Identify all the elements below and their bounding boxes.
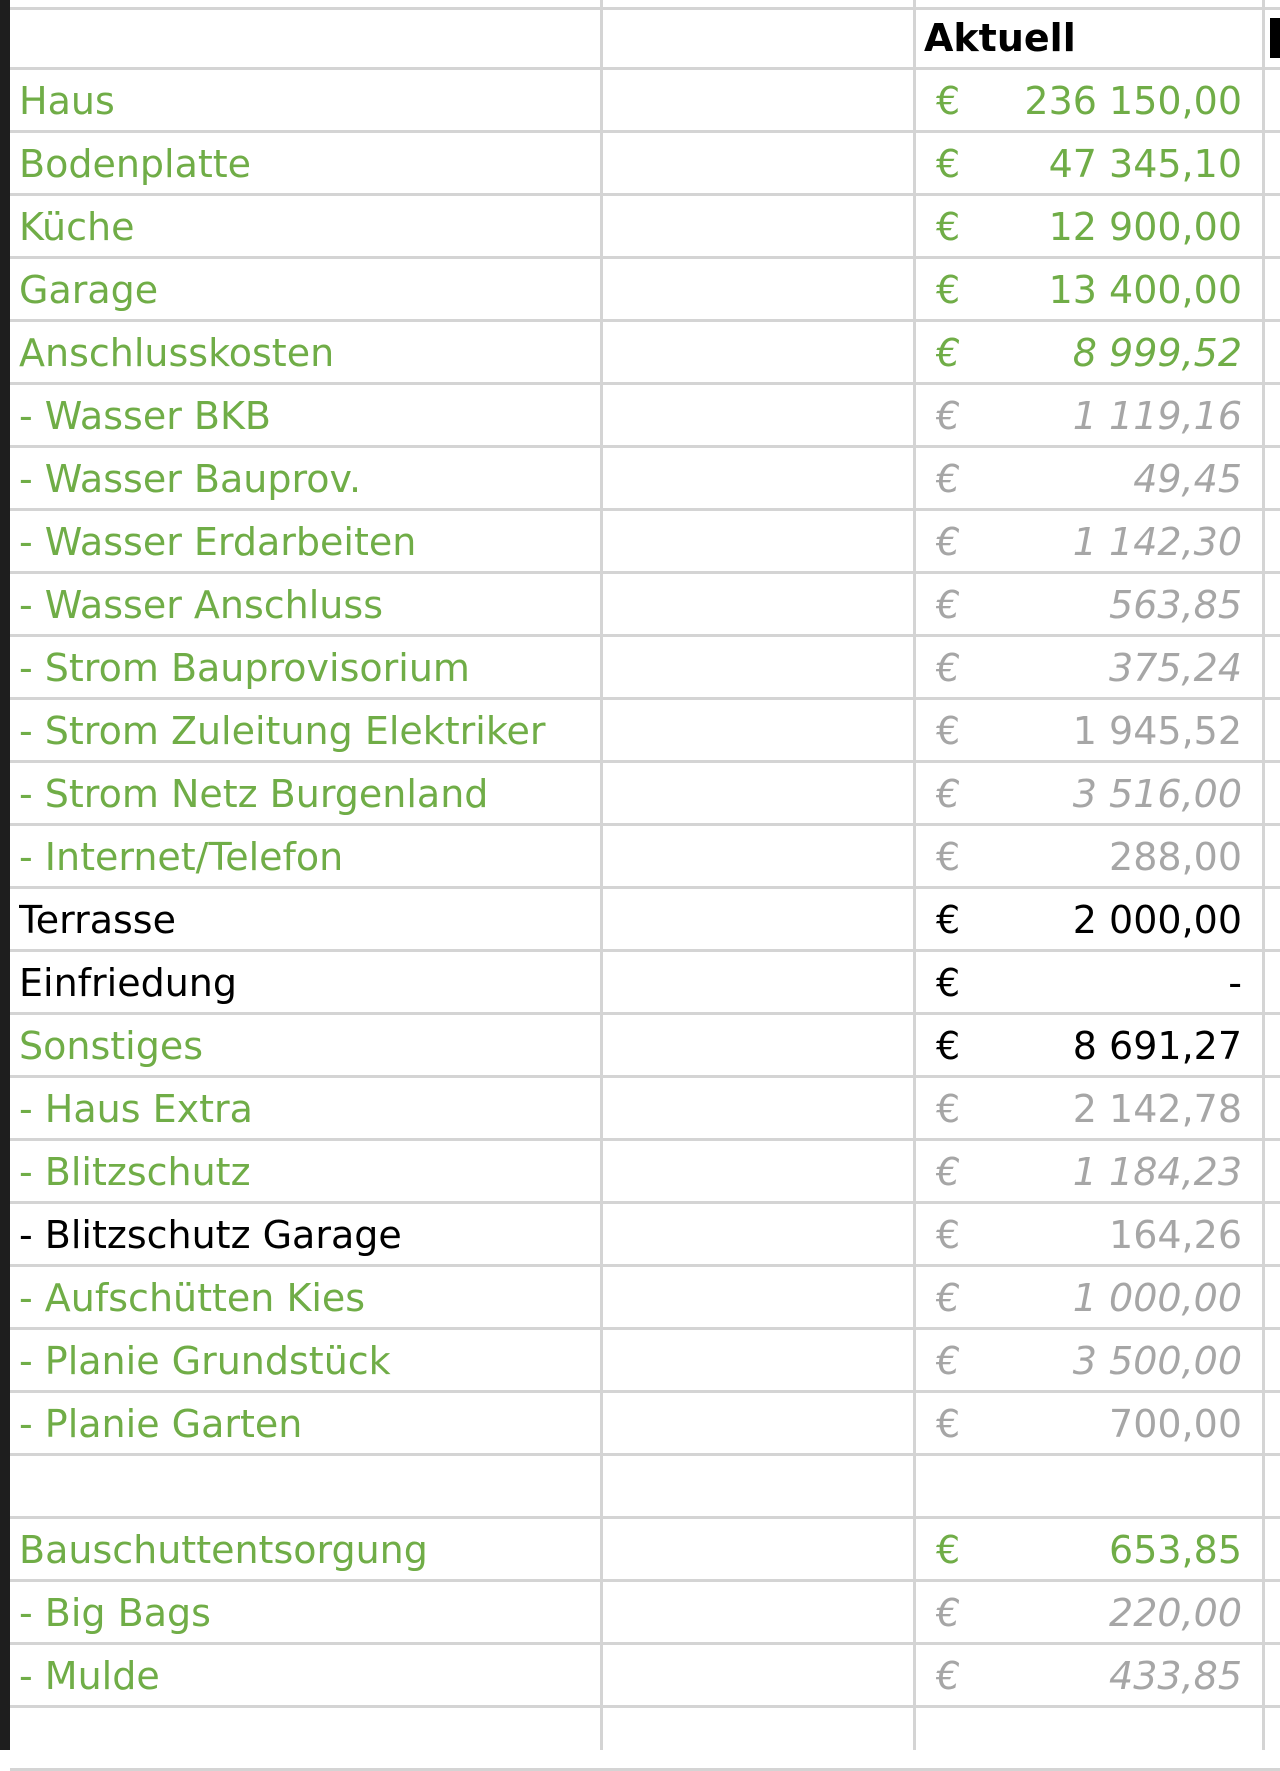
- currency-symbol: €: [936, 1528, 961, 1572]
- header-cell-empty[interactable]: [19, 7, 599, 70]
- table-row: [10, 1582, 1280, 1645]
- row-label-cell[interactable]: - Blitzschutz: [19, 1150, 251, 1194]
- currency-symbol: €: [936, 1087, 961, 1131]
- row-label-cell[interactable]: - Planie Garten: [19, 1402, 303, 1446]
- amount-cell[interactable]: [970, 1456, 1242, 1519]
- currency-symbol: €: [936, 1213, 961, 1257]
- amount-cell[interactable]: 2 000,00: [1072, 898, 1242, 942]
- currency-symbol: €: [936, 961, 961, 1005]
- table-row: [10, 448, 1280, 511]
- currency-symbol: €: [936, 646, 961, 690]
- amount-cell[interactable]: 8 999,52: [1072, 331, 1242, 375]
- table-row: [10, 1078, 1280, 1141]
- table-row: [10, 1141, 1280, 1204]
- row-gridline: [10, 1579, 1280, 1582]
- row-gridline: [10, 1138, 1280, 1141]
- table-row: [10, 700, 1280, 763]
- currency-symbol: €: [936, 1024, 961, 1068]
- amount-cell[interactable]: 433,85: [1109, 1654, 1242, 1698]
- table-row: [10, 322, 1280, 385]
- table-row: [10, 1645, 1280, 1708]
- amount-cell[interactable]: 164,26: [1109, 1213, 1242, 1257]
- row-label-cell[interactable]: Garage: [19, 268, 159, 312]
- currency-symbol: €: [936, 520, 961, 564]
- amount-cell[interactable]: 13 400,00: [1048, 268, 1242, 312]
- currency-symbol: €: [936, 1402, 961, 1446]
- row-label-cell[interactable]: - Wasser Bauprov.: [19, 457, 362, 501]
- amount-cell[interactable]: 563,85: [1109, 583, 1242, 627]
- row-gridline: [10, 1705, 1280, 1708]
- table-row: [10, 1330, 1280, 1393]
- row-label-cell[interactable]: - Big Bags: [19, 1591, 211, 1635]
- currency-symbol: €: [936, 772, 961, 816]
- row-label-cell[interactable]: - Strom Bauprovisorium: [19, 646, 470, 690]
- table-row: [10, 763, 1280, 826]
- amount-cell[interactable]: 47 345,10: [1048, 142, 1242, 186]
- row-gridline: [10, 697, 1280, 700]
- amount-cell[interactable]: 12 900,00: [1048, 205, 1242, 249]
- currency-symbol: €: [936, 331, 961, 375]
- amount-cell[interactable]: 1 000,00: [1072, 1276, 1242, 1320]
- column-header-aktuell[interactable]: Aktuell: [924, 16, 1076, 60]
- table-row: [10, 70, 1280, 133]
- currency-symbol: €: [936, 835, 961, 879]
- row-label-cell[interactable]: - Strom Netz Burgenland: [19, 772, 489, 816]
- row-gridline: [10, 1012, 1280, 1015]
- table-row: [10, 133, 1280, 196]
- amount-cell[interactable]: 1 184,23: [1072, 1150, 1242, 1194]
- amount-cell[interactable]: 700,00: [1109, 1402, 1242, 1446]
- amount-cell[interactable]: 236 150,00: [1024, 79, 1242, 123]
- amount-cell[interactable]: -: [1228, 961, 1242, 1005]
- table-row: [10, 637, 1280, 700]
- row-label-cell[interactable]: Haus: [19, 79, 115, 123]
- table-row: [10, 1267, 1280, 1330]
- amount-cell[interactable]: 653,85: [1109, 1528, 1242, 1572]
- table-row: [10, 889, 1280, 952]
- table-row: [10, 1204, 1280, 1267]
- row-gridline: [10, 445, 1280, 448]
- currency-symbol: €: [936, 583, 961, 627]
- row-label-cell[interactable]: Küche: [19, 205, 135, 249]
- amount-cell[interactable]: 2 142,78: [1072, 1087, 1242, 1131]
- row-label-cell[interactable]: - Mulde: [19, 1654, 160, 1698]
- row-gridline: [10, 1642, 1280, 1645]
- row-label-cell[interactable]: [19, 1708, 599, 1771]
- currency-symbol: €: [936, 1591, 961, 1635]
- row-gridline: [10, 319, 1280, 322]
- amount-cell[interactable]: 288,00: [1109, 835, 1242, 879]
- row-label-cell[interactable]: - Internet/Telefon: [19, 835, 344, 879]
- row-label-cell[interactable]: - Wasser BKB: [19, 394, 271, 438]
- currency-symbol: €: [936, 1654, 961, 1698]
- row-gridline: [10, 7, 1280, 10]
- row-gridline: [10, 130, 1280, 133]
- row-label-cell[interactable]: - Aufschütten Kies: [19, 1276, 366, 1320]
- currency-symbol: €: [936, 898, 961, 942]
- row-gridline: [10, 1516, 1280, 1519]
- row-gridline: [10, 634, 1280, 637]
- table-row: [10, 826, 1280, 889]
- row-label-cell[interactable]: Bauschuttentsorgung: [19, 1528, 428, 1572]
- amount-cell[interactable]: 8 691,27: [1072, 1024, 1242, 1068]
- row-gridline: [10, 1075, 1280, 1078]
- currency-symbol: €: [936, 1339, 961, 1383]
- row-gridline: [10, 508, 1280, 511]
- row-gridline: [10, 256, 1280, 259]
- row-label-cell[interactable]: Anschlusskosten: [19, 331, 335, 375]
- currency-symbol: €: [936, 142, 961, 186]
- amount-cell[interactable]: 1 119,16: [1072, 394, 1242, 438]
- amount-cell[interactable]: 375,24: [1109, 646, 1242, 690]
- row-label-cell[interactable]: - Wasser Erdarbeiten: [19, 520, 417, 564]
- row-label-cell[interactable]: - Planie Grundstück: [19, 1339, 391, 1383]
- table-row: [10, 511, 1280, 574]
- row-label-cell[interactable]: - Wasser Anschluss: [19, 583, 383, 627]
- row-header-edge: [0, 0, 10, 1750]
- amount-cell[interactable]: 3 500,00: [1072, 1339, 1242, 1383]
- table-row: [10, 952, 1280, 1015]
- amount-cell[interactable]: 1 945,52: [1072, 709, 1242, 753]
- row-gridline: [10, 1327, 1280, 1330]
- row-label-cell[interactable]: - Haus Extra: [19, 1087, 253, 1131]
- table-row: [10, 259, 1280, 322]
- amount-cell[interactable]: 49,45: [1133, 457, 1242, 501]
- row-gridline: [10, 886, 1280, 889]
- row-label-cell[interactable]: Terrasse: [19, 898, 176, 942]
- row-label-cell[interactable]: - Strom Zuleitung Elektriker: [19, 709, 546, 753]
- currency-symbol: €: [936, 1150, 961, 1194]
- currency-symbol: €: [936, 268, 961, 312]
- row-gridline: [10, 760, 1280, 763]
- table-row: [10, 1456, 1280, 1519]
- table-row: [10, 1015, 1280, 1078]
- amount-cell[interactable]: 1 142,30: [1072, 520, 1242, 564]
- row-label-cell[interactable]: Bodenplatte: [19, 142, 252, 186]
- row-gridline: [10, 67, 1280, 70]
- table-row: [10, 196, 1280, 259]
- table-row: [10, 1519, 1280, 1582]
- row-gridline: [10, 571, 1280, 574]
- table-row: [10, 1393, 1280, 1456]
- currency-symbol: €: [936, 79, 961, 123]
- row-gridline: [10, 1264, 1280, 1267]
- currency-symbol: €: [936, 709, 961, 753]
- amount-cell[interactable]: [970, 1708, 1242, 1771]
- currency-symbol: €: [936, 394, 961, 438]
- row-label-cell[interactable]: [19, 1456, 599, 1519]
- amount-cell[interactable]: 220,00: [1109, 1591, 1242, 1635]
- table-row: [10, 385, 1280, 448]
- table-row: [10, 1708, 1280, 1771]
- row-gridline: [10, 949, 1280, 952]
- amount-cell[interactable]: 3 516,00: [1072, 772, 1242, 816]
- currency-symbol: €: [936, 205, 961, 249]
- header-row: [10, 7, 1280, 70]
- table-row: [10, 574, 1280, 637]
- row-gridline: [10, 382, 1280, 385]
- row-label-cell[interactable]: Sonstiges: [19, 1024, 204, 1068]
- currency-symbol: €: [936, 457, 961, 501]
- row-label-cell[interactable]: Einfriedung: [19, 961, 237, 1005]
- next-column-header-fragment: [1270, 18, 1280, 58]
- row-label-cell[interactable]: - Blitzschutz Garage: [19, 1213, 402, 1257]
- row-gridline: [10, 193, 1280, 196]
- currency-symbol: €: [936, 1276, 961, 1320]
- row-gridline: [10, 1390, 1280, 1393]
- row-gridline: [10, 1201, 1280, 1204]
- row-gridline: [10, 823, 1280, 826]
- row-gridline: [10, 1453, 1280, 1456]
